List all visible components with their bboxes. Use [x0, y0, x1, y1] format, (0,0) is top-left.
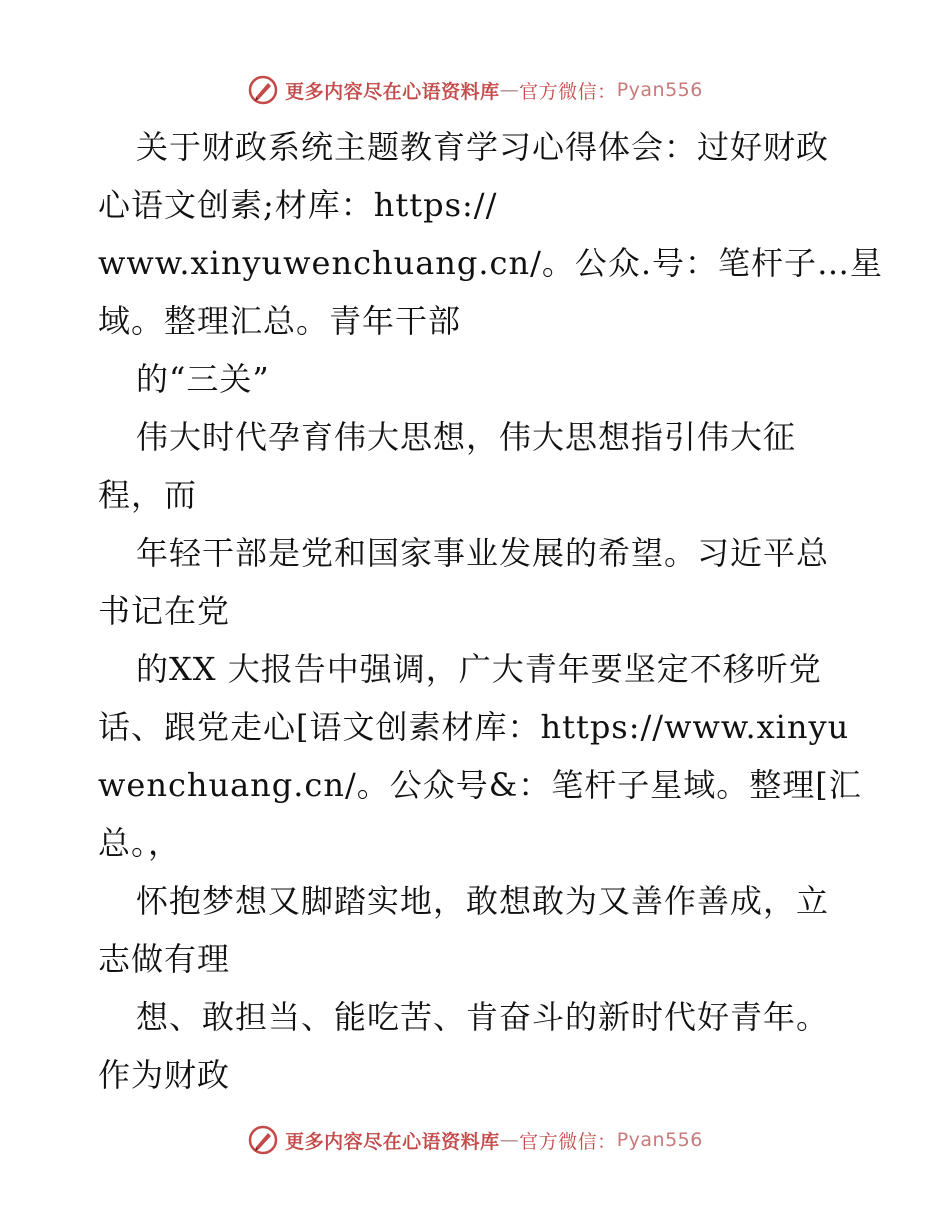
footer-banner	[0, 1120, 950, 1160]
text-line: 心语文创素;材库：https://	[98, 186, 498, 224]
text-line: 怀抱梦想又脚踏实地，敢想敢为又善作善成，立	[136, 882, 830, 920]
header-banner	[0, 70, 950, 110]
text-line: 域。整理汇总。青年干部	[98, 302, 462, 340]
banner-dash: —	[499, 79, 520, 101]
banner-brand: 更多内容尽在心语资料库	[285, 80, 500, 103]
text-line: 的“三关”	[136, 360, 270, 398]
text-line: 关于财政系统主题教育学习心得体会：过好财政	[136, 128, 830, 166]
text-line: 志做有理	[98, 940, 231, 978]
banner-brand: 更多内容尽在心语资料库	[285, 1130, 500, 1153]
text-line: 作为财政	[98, 1056, 231, 1094]
text-line: 的XX 大报告中强调，广大青年要坚定不移听党	[136, 650, 822, 688]
pen-logo-icon	[247, 74, 279, 106]
text-line: 想、敢担当、能吃苦、肯奋斗的新时代好青年。	[136, 998, 830, 1036]
text-line: wenchuang.cn/。公众号&：笔杆子星域。整理[汇	[98, 766, 862, 804]
text-line: 总。，	[98, 824, 182, 862]
text-line: 书记在党	[98, 592, 231, 630]
text-line: www.xinyuwenchuang.cn/。公众.号：笔杆子…星	[98, 244, 884, 282]
banner-account: Pyan556	[616, 79, 703, 101]
text-line: 伟大时代孕育伟大思想，伟大思想指引伟大征	[136, 418, 797, 456]
document-body	[98, 118, 884, 1104]
banner-official: 官方微信：	[519, 1130, 617, 1153]
text-line: 程，而	[98, 476, 198, 514]
pen-logo-icon	[247, 1124, 279, 1156]
banner-official: 官方微信：	[519, 80, 617, 103]
banner-dash: —	[499, 1129, 520, 1151]
text-line: 话、跟党走心[语文创素材库：https://www.xinyu	[98, 708, 850, 746]
banner-account: Pyan556	[616, 1129, 703, 1151]
text-line: 年轻干部是党和国家事业发展的希望。习近平总	[136, 534, 830, 572]
